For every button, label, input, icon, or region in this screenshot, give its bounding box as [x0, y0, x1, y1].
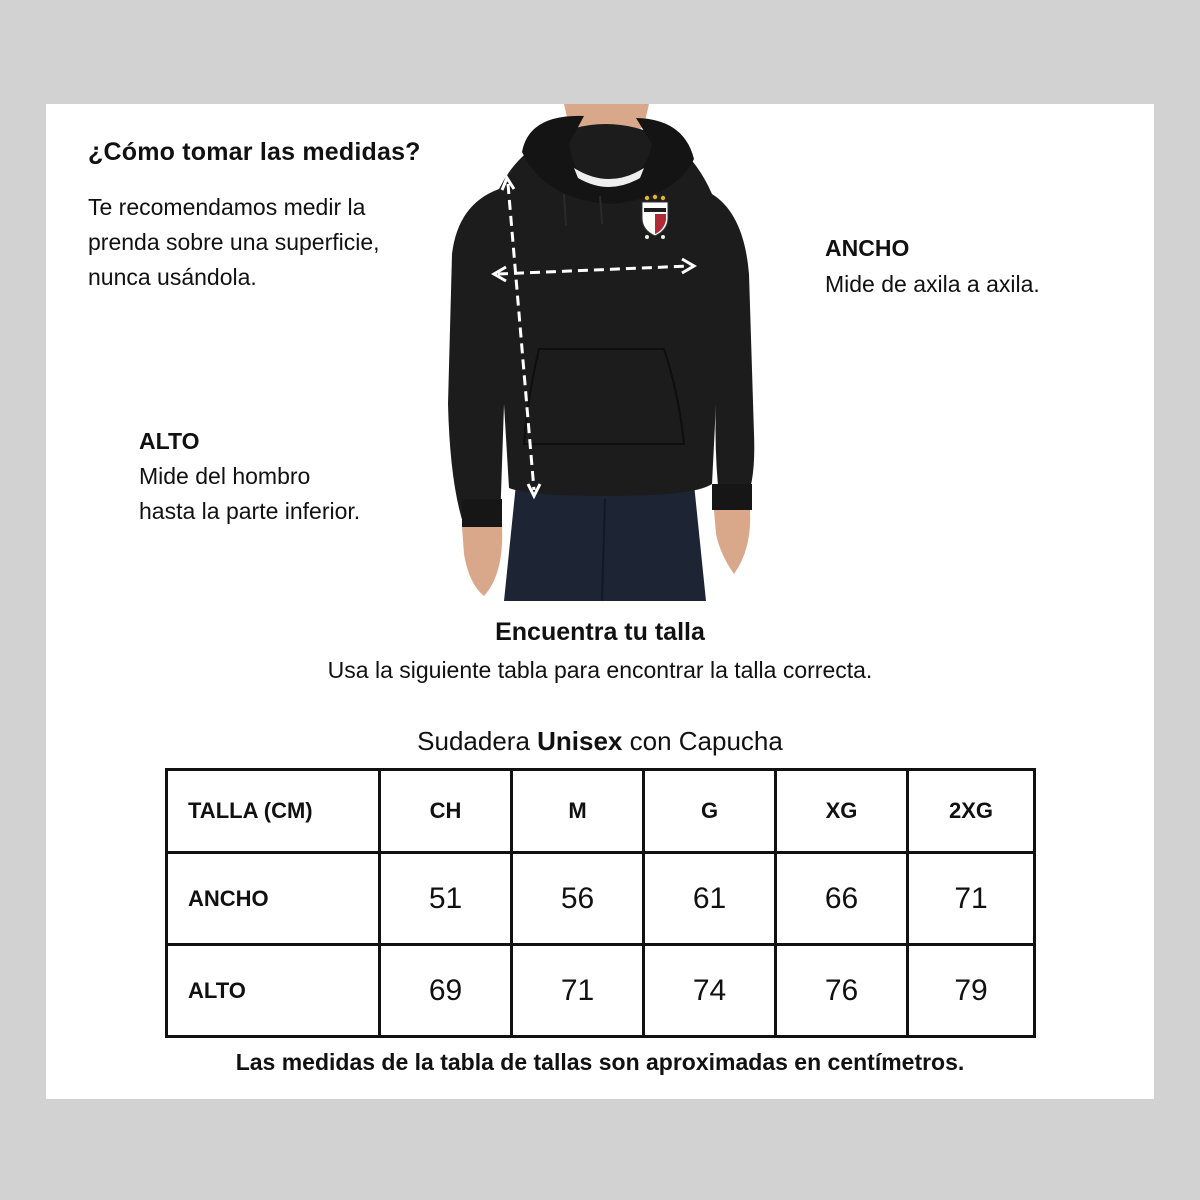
- table-cell: 79: [908, 945, 1035, 1037]
- width-heading: ANCHO: [825, 235, 910, 261]
- height-text-line: Mide del hombro: [139, 463, 311, 489]
- table-header-cell: 2XG: [908, 770, 1035, 853]
- width-text: Mide de axila a axila.: [825, 271, 1040, 297]
- table-row-label: ANCHO: [167, 853, 380, 945]
- size-table-caption: [46, 726, 1154, 757]
- table-row: [167, 945, 1035, 1037]
- table-cell: 66: [776, 853, 908, 945]
- table-cell: 56: [512, 853, 644, 945]
- width-instructions: [825, 230, 1040, 302]
- size-guide-card: [46, 104, 1154, 1099]
- height-heading: ALTO: [139, 428, 200, 454]
- table-header-cell: M: [512, 770, 644, 853]
- model-left-hand: [462, 527, 502, 596]
- table-footnote: Las medidas de la tabla de tallas son aproximadas en centímetros.: [235, 1049, 965, 1075]
- table-cell: 51: [380, 853, 512, 945]
- caption-prefix: Sudadera: [417, 726, 538, 756]
- table-row-label: ALTO: [167, 945, 380, 1037]
- table-header-row: [167, 770, 1035, 853]
- table-cell: 61: [644, 853, 776, 945]
- how-to-measure-text: [88, 190, 448, 295]
- model-right-hand: [714, 510, 750, 574]
- table-cell: 69: [380, 945, 512, 1037]
- find-size-subtitle: Usa la siguiente tabla para encontrar la talla correcta.: [327, 657, 873, 683]
- table-cell: 71: [512, 945, 644, 1037]
- how-to-measure-line: Te recomendamos medir la: [88, 194, 366, 220]
- table-header-cell: CH: [380, 770, 512, 853]
- height-instructions: [139, 424, 360, 529]
- size-table: [165, 768, 1036, 1038]
- find-size-title: Encuentra tu talla: [495, 618, 705, 646]
- table-header-cell: XG: [776, 770, 908, 853]
- how-to-measure-line: prenda sobre una superficie,: [88, 229, 380, 255]
- table-cell: 71: [908, 853, 1035, 945]
- height-text-line: hasta la parte inferior.: [139, 498, 361, 524]
- caption-suffix: con Capucha: [622, 726, 783, 756]
- table-header-cell: G: [644, 770, 776, 853]
- how-to-measure-line: nunca usándola.: [88, 264, 257, 290]
- hoodie-model-photo: [444, 104, 762, 601]
- table-cell: 76: [776, 945, 908, 1037]
- table-header-cell: TALLA (CM): [167, 770, 380, 853]
- table-row: [167, 853, 1035, 945]
- caption-bold: Unisex: [537, 726, 623, 756]
- table-cell: 74: [644, 945, 776, 1037]
- how-to-measure-title: ¿Cómo tomar las medidas?: [88, 138, 421, 166]
